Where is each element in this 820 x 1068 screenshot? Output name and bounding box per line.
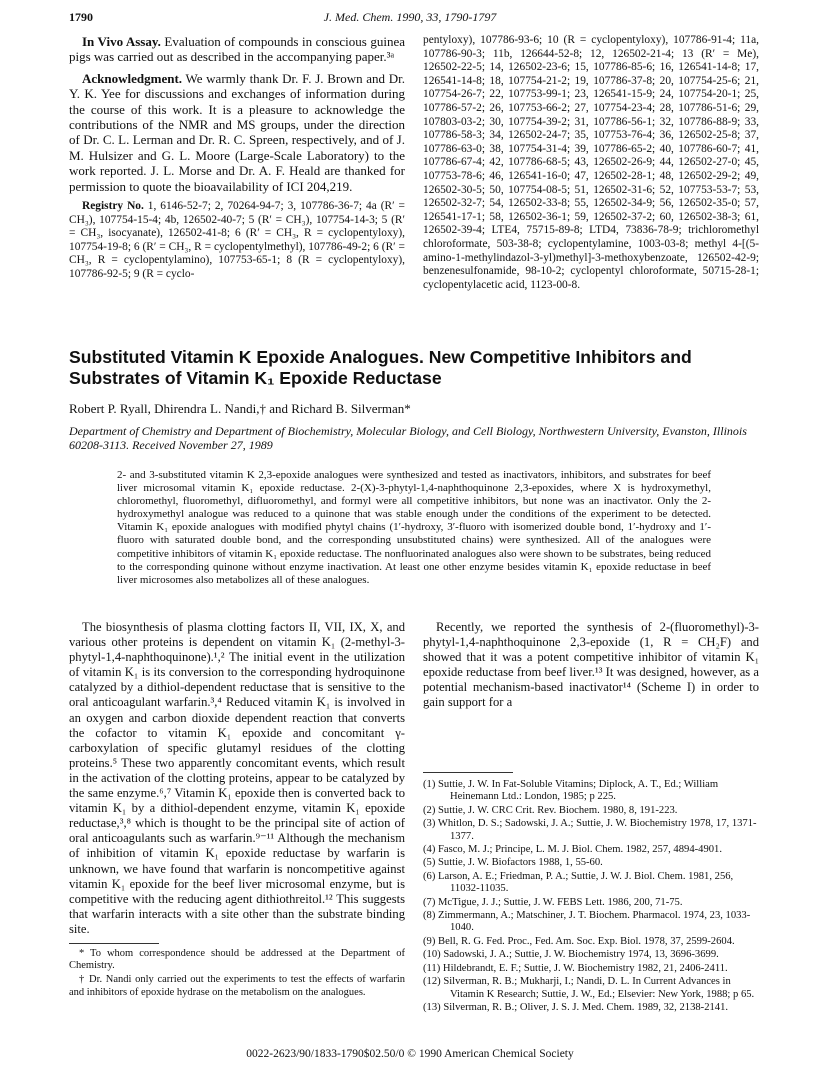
- reference-number: (3): [423, 818, 436, 830]
- registry-heading: Registry No.: [82, 200, 144, 213]
- registry-text: 1, 6146-52-7; 2, 70264-94-7; 3, 107786-36-7; 4a (R′ = CH₃), 107754-15-4; 4b, 126502-40-7; 5 (R′ = CH₃), 107754-14-3; 5 (R′ = CH₃, isocyanate), 126502-41-8; 6 (R′ = CH₃, R = cyclopentyloxy), 107754-19-8; 6 (R′ = CH₃, R = cyclopentylmethyl), 107786-49-2; 6 (R′ = CH₃, R = cyclopentylamino), 107753-65-1; 8 (R = cyclopentyloxy), 107786-92-5; 9 (R = cyclo-: [69, 200, 405, 281]
- previous-article-left-column: [69, 34, 405, 288]
- article-affiliation: Department of Chemistry and Department of Biochemistry, Molecular Biology, and Cell Biology, Northwestern University, Evanston, Illinois 60208-3113. Received November 27, 1989: [69, 424, 747, 452]
- reference-number: (12): [423, 976, 441, 988]
- reference-text: Larson, A. E.; Friedman, P. A.; Suttie, J. W. J. Biol. Chem. 1981, 256, 11032-11035.: [438, 870, 734, 895]
- reference-list: [423, 779, 759, 1015]
- acknowledgment-text: We warmly thank Dr. F. J. Brown and Dr. Y. K. Yee for discussions and exchanges of information during the course of this work. It is a pleasure to acknowledge the contributions of the NMR and MS groups, under the direction of Dr. C. L. Lerman and Dr. R. C. Spreen, respectively, and of J. M. Hulsizer and G. L. Moore (Large-Scale Laboratory) to the work reported. J. L. Morse and Dr. A. F. Heald are thanked for permission to quote the bioavailability of ICI 204,219.: [69, 70, 405, 194]
- reference-item: [423, 844, 759, 856]
- reference-item: [423, 963, 759, 975]
- in-vivo-assay-paragraph: [69, 34, 405, 65]
- reference-text: Bell, R. G. Fed. Proc., Fed. Am. Soc. Exp. Biol. 1978, 37, 2599-2604.: [438, 935, 735, 947]
- reference-number: (8): [423, 910, 436, 922]
- reference-text: McTigue, J. J.; Suttie, J. W. FEBS Lett. 1986, 200, 71-75.: [438, 896, 683, 908]
- reference-text: Suttie, J. W. CRC Crit. Rev. Biochem. 1980, 8, 191-223.: [438, 804, 678, 816]
- in-vivo-assay-heading: In Vivo Assay.: [82, 34, 161, 49]
- reference-text: Suttie, J. W. In Fat-Soluble Vitamins; Diplock, A. T., Ed.; William Heinemann Ltd.: London, 1985; p 225.: [438, 779, 719, 803]
- reference-item: [423, 897, 759, 909]
- reference-item: [423, 779, 759, 804]
- footnotes: [69, 948, 405, 1001]
- reference-text: Silverman, R. B.; Oliver, J. S. J. Med. Chem. 1989, 32, 2138-2141.: [443, 1001, 729, 1013]
- reference-item: [423, 949, 759, 961]
- reference-number: (5): [423, 857, 436, 869]
- footnote-correspondence: * To whom correspondence should be addressed at the Department of Chemistry.: [69, 948, 405, 972]
- footnote-nandi: † Dr. Nandi only carried out the experiments to test the effects of warfarin and inhibitors of epoxide hydrase on the metabolism on the analogues.: [69, 974, 405, 998]
- article-title: Substituted Vitamin K Epoxide Analogues. New Competitive Inhibitors and Substrates of Vitamin K₁ Epoxide Reductase: [69, 347, 692, 388]
- previous-article-right-column: [423, 34, 759, 298]
- page-number: 1790: [69, 10, 93, 24]
- reference-text: Hildebrandt, E. F.; Suttie, J. W. Biochemistry 1982, 21, 2406-2411.: [442, 962, 728, 974]
- reference-number: (9): [423, 935, 436, 947]
- reference-text: Whitlon, D. S.; Sadowski, J. A.; Suttie, J. W. Biochemistry 1978, 17, 1371-1377.: [437, 818, 757, 842]
- reference-number: (13): [423, 1001, 441, 1013]
- reference-number: (1): [423, 779, 436, 790]
- copyright-footer: 0022-2623/90/1833-1790$02.50/0 © 1990 American Chemical Society: [246, 1048, 574, 1060]
- reference-text: Suttie, J. W. Biofactors 1988, 1, 55-60.: [438, 857, 603, 869]
- reference-item: [423, 857, 759, 869]
- reference-item: [423, 805, 759, 817]
- reference-item: [423, 936, 759, 948]
- reference-number: (11): [423, 962, 441, 974]
- reference-item: [423, 1002, 759, 1014]
- body-left-column: [69, 620, 405, 937]
- reference-number: (2): [423, 804, 436, 816]
- reference-text: Fasco, M. J.; Principe, L. M. J. Biol. Chem. 1982, 257, 4894-4901.: [438, 844, 722, 856]
- reference-item: [423, 818, 759, 843]
- reference-number: (7): [423, 896, 436, 908]
- article-abstract: 2- and 3-substituted vitamin K 2,3-epoxide analogues were synthesized and tested as inactivators, inhibitors, and substrates for beef liver microsomal vitamin K₁ epoxide reductase. 2-(X)-3-phytyl-1,4-naphthoquinone 2,3-epoxides, where X is hydroxymethyl, chloromethyl, fluoromethyl, difluoromethyl, and formyl were all competitive inhibitors, but none was an inactivator. Only the 2-hydroxymethyl analogue was reduced to a quinone that was stable enough under the conditions of the experiment to be detected. Vitamin K₁ epoxide analogues with modified phytyl chains (1′-hydroxy, 3′-fluoro with isomerized double bond, 1′-hydroxy and 1′-fluoro with saturated double bond, and the corresponding unsubstituted chains) were synthesized. All of the analogues were competitive inhibitors of vitamin K₁ epoxide reductase. The nonfluorinated analogues also were shown to be substrates, being reduced to the corresponding quinone without enzyme inactivation. At least one other enzyme besides vitamin K₁ epoxide reductase in beef liver microsomes also metabolizes all of these analogues.: [117, 469, 711, 586]
- references-divider: [423, 772, 513, 773]
- reference-number: (4): [423, 844, 436, 856]
- registry-paragraph: [69, 200, 405, 282]
- running-header-journal: J. Med. Chem. 1990, 33, 1790-1797: [323, 10, 497, 24]
- reference-number: (10): [423, 949, 441, 961]
- reference-text: Silverman, R. B.; Mukharji, I.; Nandi, D. L. In Current Advances in Vitamin K Research; Suttie, J. W., Ed.; Elsevier: New York, 1988; p 65.: [443, 976, 755, 1000]
- registry-continued: pentyloxy), 107786-93-6; 10 (R = cyclopentyloxy), 107786-91-4; 11a, 107786-90-3; 11b, 126644-52-8; 12, 126502-21-4; 13 (R′ = Me), 126502-22-5; 14, 126502-23-6; 15, 107786-85-6; 16, 126541-14-8; 17, 126541-14-8; 18, 107754-21-2; 19, 107786-37-8; 20, 107754-25-6; 21, 107754-26-7; 22, 107753-99-1; 23, 126541-15-9; 24, 107754-20-1; 25, 107786-57-2; 26, 107753-66-2; 27, 107754-23-4; 28, 107786-51-6; 29, 107803-03-2; 30, 107754-39-2; 31, 107786-56-1; 32, 107786-88-9; 33, 107786-58-3; 34, 126502-24-7; 35, 107753-76-4; 36, 126502-25-8; 37, 107786-63-0; 38, 107754-31-4; 39, 107786-65-2; 40, 107786-60-7; 41, 107786-67-4; 42, 107786-68-5; 43, 126502-26-9; 44, 126502-27-0; 45, 107753-78-6; 46, 126541-16-0; 47, 126502-28-1; 48, 126502-29-2; 49, 126502-30-5; 50, 107754-08-5; 51, 126502-31-6; 52, 107753-53-7; 53, 126502-32-7; 54, 126502-33-8; 55, 126502-34-9; 56, 126502-35-0; 57, 126541-17-1; 58, 126502-36-1; 59, 126502-37-2; 60, 126502-38-3; 61, 126502-39-4; LTE4, 75715-89-8; LTD4, 73836-78-9; trichloromethyl chloroformate, 503-38-8; cyclopentylamine, 1003-03-8; methyl 4-[(5-amino-1-methylindazol-3-yl)methyl]-3-methoxybenzoate, 126502-42-9; benzenesulfonamide, 98-10-2; cyclopentyl chloroformate, 50715-28-1; cyclopentylacetic acid, 1123-00-8.: [423, 34, 759, 291]
- footnote-divider: [69, 943, 159, 944]
- reference-text: Sadowski, J. A.; Suttie, J. W. Biochemistry 1974, 13, 3696-3699.: [443, 949, 719, 961]
- reference-text: Zimmermann, A.; Matschiner, J. T. Biochem. Pharmacol. 1974, 23, 1033-1040.: [438, 910, 751, 934]
- reference-item: [423, 910, 759, 935]
- intro-paragraph: The biosynthesis of plasma clotting factors II, VII, IX, X, and various other proteins is dependent on vitamin K₁ (2-methyl-3-phytyl-1,4-naphthoquinone).¹,² The initial event in the utilization of vitamin K₁ is its conversion to the corresponding hydroquinone catalyzed by a dithiol-dependent reductase that is sensitive to the oral anticoagulant warfarin.³,⁴ Reduced vitamin K₁ is involved in an oxygen and carbon dioxide dependent reaction that converts the cofactor to vitamin K₁ epoxide and concomitant γ-carboxylation of specific glutamyl residues of the clotting proteins.⁵ These two apparently concomitant events, which result in the activation of the clotting proteins, appear to be catalyzed by the same enzyme.⁶,⁷ Vitamin K₁ epoxide then is converted back to vitamin K₁ by a dithiol-dependent enzyme, vitamin K₁ epoxide reductase,³,⁸ which is thought to be the principal site of action of oral anticoagulants such as warfarin.⁹⁻¹¹ Although the mechanism of inhibition of vitamin K₁ epoxide reductase by warfarin is unknown, we have found that warfarin is noncompetitive against vitamin K₁ epoxide for the beef liver microsomal enzyme, but is competitive with the reducing agent dithiothreitol.¹² This suggests that warfarin interacts with a site other than the substrate binding site.: [69, 620, 405, 936]
- body-right-column: [423, 620, 759, 711]
- article-authors: Robert P. Ryall, Dhirendra L. Nandi,† and Richard B. Silverman*: [69, 401, 411, 416]
- reference-item: [423, 976, 759, 1001]
- in-vivo-assay-text: Evaluation of compounds in conscious guinea pigs was carried out as described in the accompanying paper.³ᵃ: [69, 34, 405, 65]
- reference-item: [423, 871, 759, 896]
- reference-number: (6): [423, 870, 436, 882]
- recent-work-paragraph: Recently, we reported the synthesis of 2-(fluoromethyl)-3-phytyl-1,4-naphthoquinone 2,3-epoxide (1, R = CH₂F) and showed that it was a potent competitive inhibitor of vitamin K₁ epoxide reductase from beef liver.¹³ It was designed, however, as a potential mechanism-based inactivator¹⁴ (Scheme I) in order to gain support for a: [423, 620, 759, 710]
- acknowledgment-paragraph: [69, 71, 405, 194]
- acknowledgment-heading: Acknowledgment.: [82, 70, 183, 86]
